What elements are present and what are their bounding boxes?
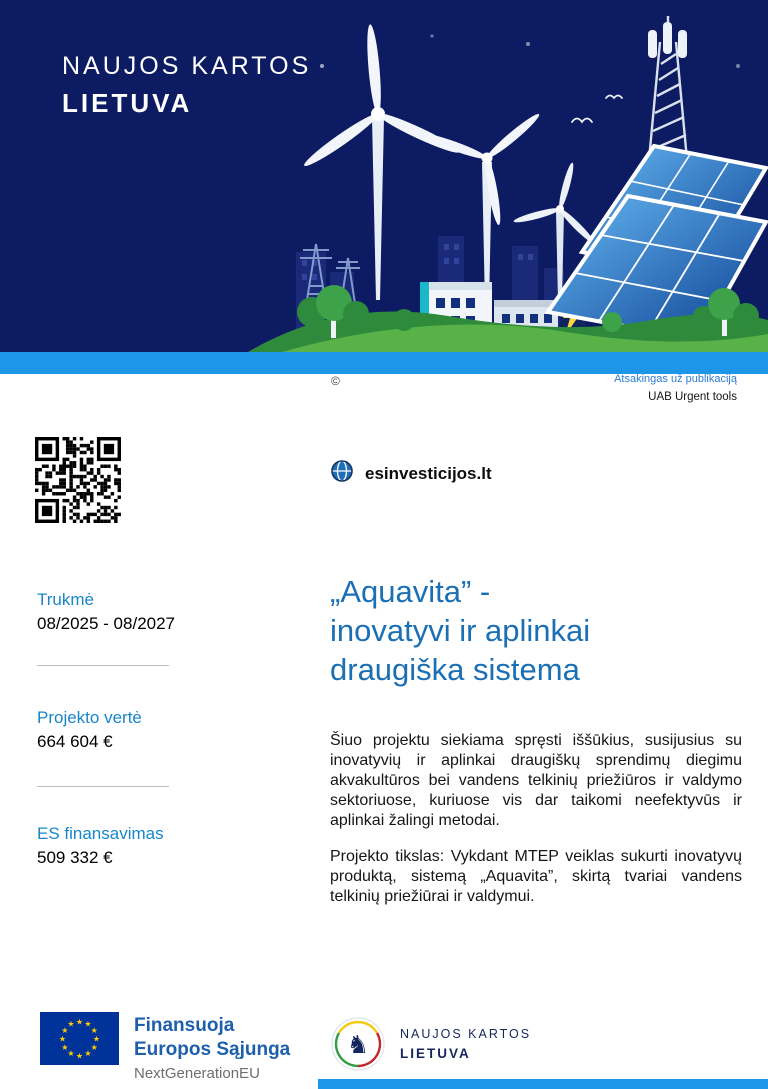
fact-label-trukme: Trukmė xyxy=(37,590,94,609)
svg-text:★: ★ xyxy=(90,1025,98,1035)
fact-value-es-finansavimas: 509 332 € xyxy=(37,848,113,867)
project-goal: Projekto tikslas: Vykdant MTEP veiklas sukurti inovatyvų produktą, sistemą „Aquavita”, skirtą tvariai vandens telkinių priežiūrai ir valdymui. xyxy=(330,848,742,905)
svg-text:♞: ♞ xyxy=(346,1030,370,1059)
birds-icon xyxy=(572,96,622,123)
divider xyxy=(37,786,169,787)
nkl-footer-block xyxy=(330,1016,531,1072)
svg-text:★: ★ xyxy=(61,1025,69,1035)
header-banner xyxy=(0,0,768,352)
eu-funding-line3: NextGenerationEU xyxy=(134,1065,260,1082)
fact-label-es-finansavimas: ES finansavimas xyxy=(37,824,164,843)
eu-funding-line2: Europos Sąjunga xyxy=(134,1039,291,1060)
svg-text:★: ★ xyxy=(84,1049,92,1059)
svg-text:★: ★ xyxy=(67,1019,75,1029)
svg-text:★: ★ xyxy=(84,1019,92,1029)
attribution-block xyxy=(614,373,737,403)
project-title-line1: „Aquavita” - xyxy=(330,574,491,609)
globe-icon xyxy=(330,459,354,488)
eu-funding-line1: Finansuoja xyxy=(134,1015,235,1036)
fact-value-projekto-verte: 664 604 € xyxy=(37,732,113,751)
eu-funding-block xyxy=(134,1014,290,1082)
nkl-footer-line2: LIETUVA xyxy=(400,1046,471,1061)
nkl-footer-line1: NAUJOS KARTOS xyxy=(400,1027,532,1041)
svg-text:★: ★ xyxy=(58,1034,67,1044)
eu-flag xyxy=(40,1012,119,1065)
fact-value-trukme: 08/2025 - 08/2027 xyxy=(37,614,176,633)
svg-text:★: ★ xyxy=(75,1051,84,1061)
website-link[interactable]: esinvesticijos.lt xyxy=(365,463,492,483)
svg-text:★: ★ xyxy=(67,1049,75,1059)
svg-text:★: ★ xyxy=(61,1042,69,1052)
project-title xyxy=(330,572,762,689)
qr-code xyxy=(35,437,121,523)
svg-text:★: ★ xyxy=(75,1017,84,1027)
project-description: Šiuo projektu siekiama spręsti iššūkius, susijusius su inovatyvių ir aplinkai draugiškų sprendimų diegimu akvakultūros bei vandens telkinių priežiūros ir valdymo sektoriuose, kuriuose vis dar taikomi neefektyvūs ir aplinkai žalingi metodai. xyxy=(330,732,742,829)
accent-stripe xyxy=(0,352,768,374)
divider xyxy=(37,665,169,666)
brand-line2: LIETUVA xyxy=(62,88,193,118)
copyright-mark: © xyxy=(331,374,340,388)
svg-text:★: ★ xyxy=(92,1034,101,1044)
attribution-organization: UAB Urgent tools xyxy=(648,391,737,403)
project-title-line2: inovatyvi ir aplinkai xyxy=(330,613,591,648)
svg-text:★: ★ xyxy=(90,1042,98,1052)
website-row xyxy=(330,459,492,488)
bottom-accent-bar xyxy=(318,1079,768,1089)
attribution-label: Atsakingas už publikaciją xyxy=(614,373,737,385)
fact-label-projekto-verte: Projekto vertė xyxy=(37,708,142,727)
brand-logo xyxy=(62,52,311,119)
nkl-emblem-icon xyxy=(330,1016,386,1072)
brand-line1: NAUJOS KARTOS xyxy=(62,52,312,80)
project-title-line3: draugiška sistema xyxy=(330,652,580,687)
